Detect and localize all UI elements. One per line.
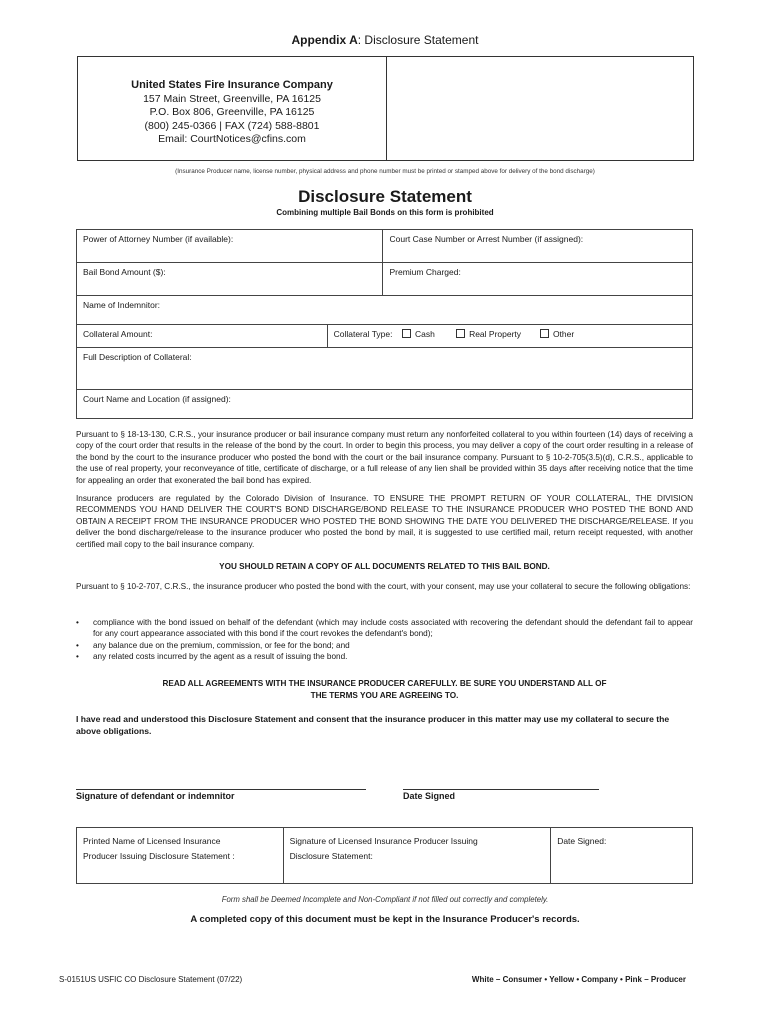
date-signed-line[interactable] [403, 789, 599, 790]
bullet: • [76, 652, 79, 662]
printed-name-label-2: Producer Issuing Disclosure Statement : [83, 851, 235, 861]
company-phone: (800) 245-0366 | FAX (724) 588-8801 [144, 119, 320, 132]
collateral-type-label: Collateral Type: [333, 329, 393, 339]
cash-checkbox[interactable] [402, 329, 411, 338]
retain-copy-notice: YOU SHOULD RETAIN A COPY OF ALL DOCUMENTS RELATED TO THIS BAIL BOND. [219, 562, 550, 571]
obligation-text: any balance due on the premium, commission, or fee for the bond; and [93, 640, 350, 650]
read-agreements-notice [76, 678, 693, 701]
list-item [76, 617, 693, 640]
other-label: Other [552, 329, 575, 339]
obligations-list [76, 617, 693, 663]
collateral-type-field [327, 325, 692, 348]
company-address-1: 157 Main Street, Greenville, PA 16125 [143, 92, 321, 105]
copy-distribution: White – Consumer • Yellow • Company • Pink – Producer [471, 975, 686, 984]
case-number-field[interactable] [383, 230, 693, 263]
appendix-label: Appendix A [291, 33, 358, 47]
obligation-text: compliance with the bond issued on behalf of the defendant (which may include costs associated with recovering the defendant should the defendant fail to appear for any court appearance associated with this bond if the court revokes the defendant's bond); [93, 618, 693, 639]
producer-signature-table [76, 827, 693, 884]
indemnitor-field[interactable] [77, 296, 693, 325]
bond-amount-label: Bail Bond Amount ($): [83, 267, 166, 277]
company-block [78, 79, 386, 147]
defendant-signature-line[interactable] [76, 789, 366, 790]
producer-header-box [77, 56, 694, 161]
company-email: Email: CourtNotices@cfins.com [158, 133, 306, 145]
defendant-signature-label: Signature of defendant or indemnitor [76, 791, 235, 801]
premium-label: Premium Charged: [389, 267, 461, 277]
producer-signature-label-1: Signature of Licensed Insurance Producer Issuing [289, 836, 478, 846]
incomplete-warning: Form shall be Deemed Incomplete and Non-Compliant if not filled out correctly and completely. [221, 895, 549, 904]
division-recommendation-paragraph: Insurance producers are regulated by the Colorado Division of Insurance. TO ENSURE THE PROMPT RETURN OF YOUR COLLATERAL, THE DIVISION RECOMMENDS YOU HAND DELIVER THE COURT'S BOND DISCHARGE/BOND RELEASE TO THE INSURANCE PRODUCER WHO POSTED THE BOND AND OBTAIN A RECEIPT FROM THE INSURANCE PRODUCER WHO POSTED THE BOND SHOWING THE DATE YOU DELIVERED THE DISCHARGE/RELEASE. If you deliver the bond discharge/release to the insurance producer who posted the bond by mail, it is suggested to use certified mail, return receipt requested, with another certified mail copy to the bail insurance company. [76, 494, 693, 549]
bullet: • [76, 618, 79, 627]
producer-signature-label-2: Disclosure Statement: [289, 851, 373, 861]
document-subtitle: Combining multiple Bail Bonds on this form is prohibited [276, 208, 494, 217]
indemnitor-label: Name of Indemnitor: [83, 300, 161, 310]
producer-signature-field[interactable] [283, 828, 551, 884]
case-number-label: Court Case Number or Arrest Number (if assigned): [389, 234, 584, 244]
company-name: United States Fire Insurance Company [131, 79, 333, 91]
read-agreements-line-1: READ ALL AGREEMENTS WITH THE INSURANCE PRODUCER CAREFULLY. BE SURE YOU UNDERSTAND ALL OF [162, 679, 607, 688]
obligations-intro-paragraph: Pursuant to § 10-2-707, C.R.S., the insurance producer who posted the bond with the court, with your consent, may use your collateral to secure the following obligations: [76, 582, 691, 591]
appendix-title: : Disclosure Statement [357, 33, 479, 47]
header-divider [386, 57, 387, 160]
court-name-label: Court Name and Location (if assigned): [83, 394, 231, 404]
company-address-2: P.O. Box 806, Greenville, PA 16125 [149, 106, 315, 118]
producer-date-label: Date Signed: [557, 836, 607, 846]
premium-field[interactable] [383, 263, 693, 296]
bond-amount-field[interactable] [77, 263, 383, 296]
real-property-checkbox[interactable] [456, 329, 465, 338]
other-checkbox[interactable] [540, 329, 549, 338]
appendix-heading [0, 33, 770, 47]
stamp-note: (Insurance Producer name, license number, physical address and phone number must be printed or stamped above for delivery of the bond discharge) [175, 168, 595, 175]
court-name-field[interactable] [77, 390, 693, 419]
list-item [76, 651, 693, 662]
collateral-description-field[interactable] [77, 348, 693, 390]
collateral-return-paragraph: Pursuant to § 18-13-130, C.R.S., your insurance producer or bail insurance company must return any nonforfeited collateral to you within fourteen (14) days of receiving a copy of the court order that results in the release of the bond by the court. In order to begin this process, you may deliver a copy of the court order resulting in a release of the bond by the court to the insurance producer who posted the bond with the court or the bail insurance company. Pursuant to § 10-2-705(3.5)(d), C.R.S., applicable to the use of real property, your reconveyance of title, certificate of discharge, or a full release of any lien shall be provided within 35 days after receiving notice that the time for appealing an order that exonerated the bail bond has expired. [76, 430, 693, 485]
collateral-amount-field[interactable] [77, 325, 328, 348]
consent-statement: I have read and understood this Disclosure Statement and consent that the insurance producer in this matter may use my collateral to secure the above obligations. [76, 714, 670, 736]
cash-label: Cash [414, 329, 435, 339]
collateral-description-label: Full Description of Collateral: [83, 352, 192, 362]
bullet: • [76, 640, 79, 650]
keep-copy-notice: A completed copy of this document must be kept in the Insurance Producer's records. [190, 914, 580, 925]
bond-details-table [76, 229, 693, 419]
poa-label: Power of Attorney Number (if available): [83, 234, 234, 244]
real-property-label: Real Property [469, 329, 522, 339]
producer-date-field[interactable] [551, 828, 693, 884]
list-item [76, 640, 693, 651]
producer-printed-name-field[interactable] [77, 828, 284, 884]
collateral-amount-label: Collateral Amount: [83, 329, 153, 339]
form-id: S-0151US USFIC CO Disclosure Statement (07/22) [59, 975, 243, 984]
printed-name-label-1: Printed Name of Licensed Insurance [83, 836, 221, 846]
document-title: Disclosure Statement [298, 187, 472, 206]
obligation-text: any related costs incurred by the agent as a result of issuing the bond. [93, 652, 348, 662]
poa-field[interactable] [77, 230, 383, 263]
read-agreements-line-2: THE TERMS YOU ARE AGREEING TO. [310, 690, 459, 700]
date-signed-label: Date Signed [403, 791, 456, 801]
